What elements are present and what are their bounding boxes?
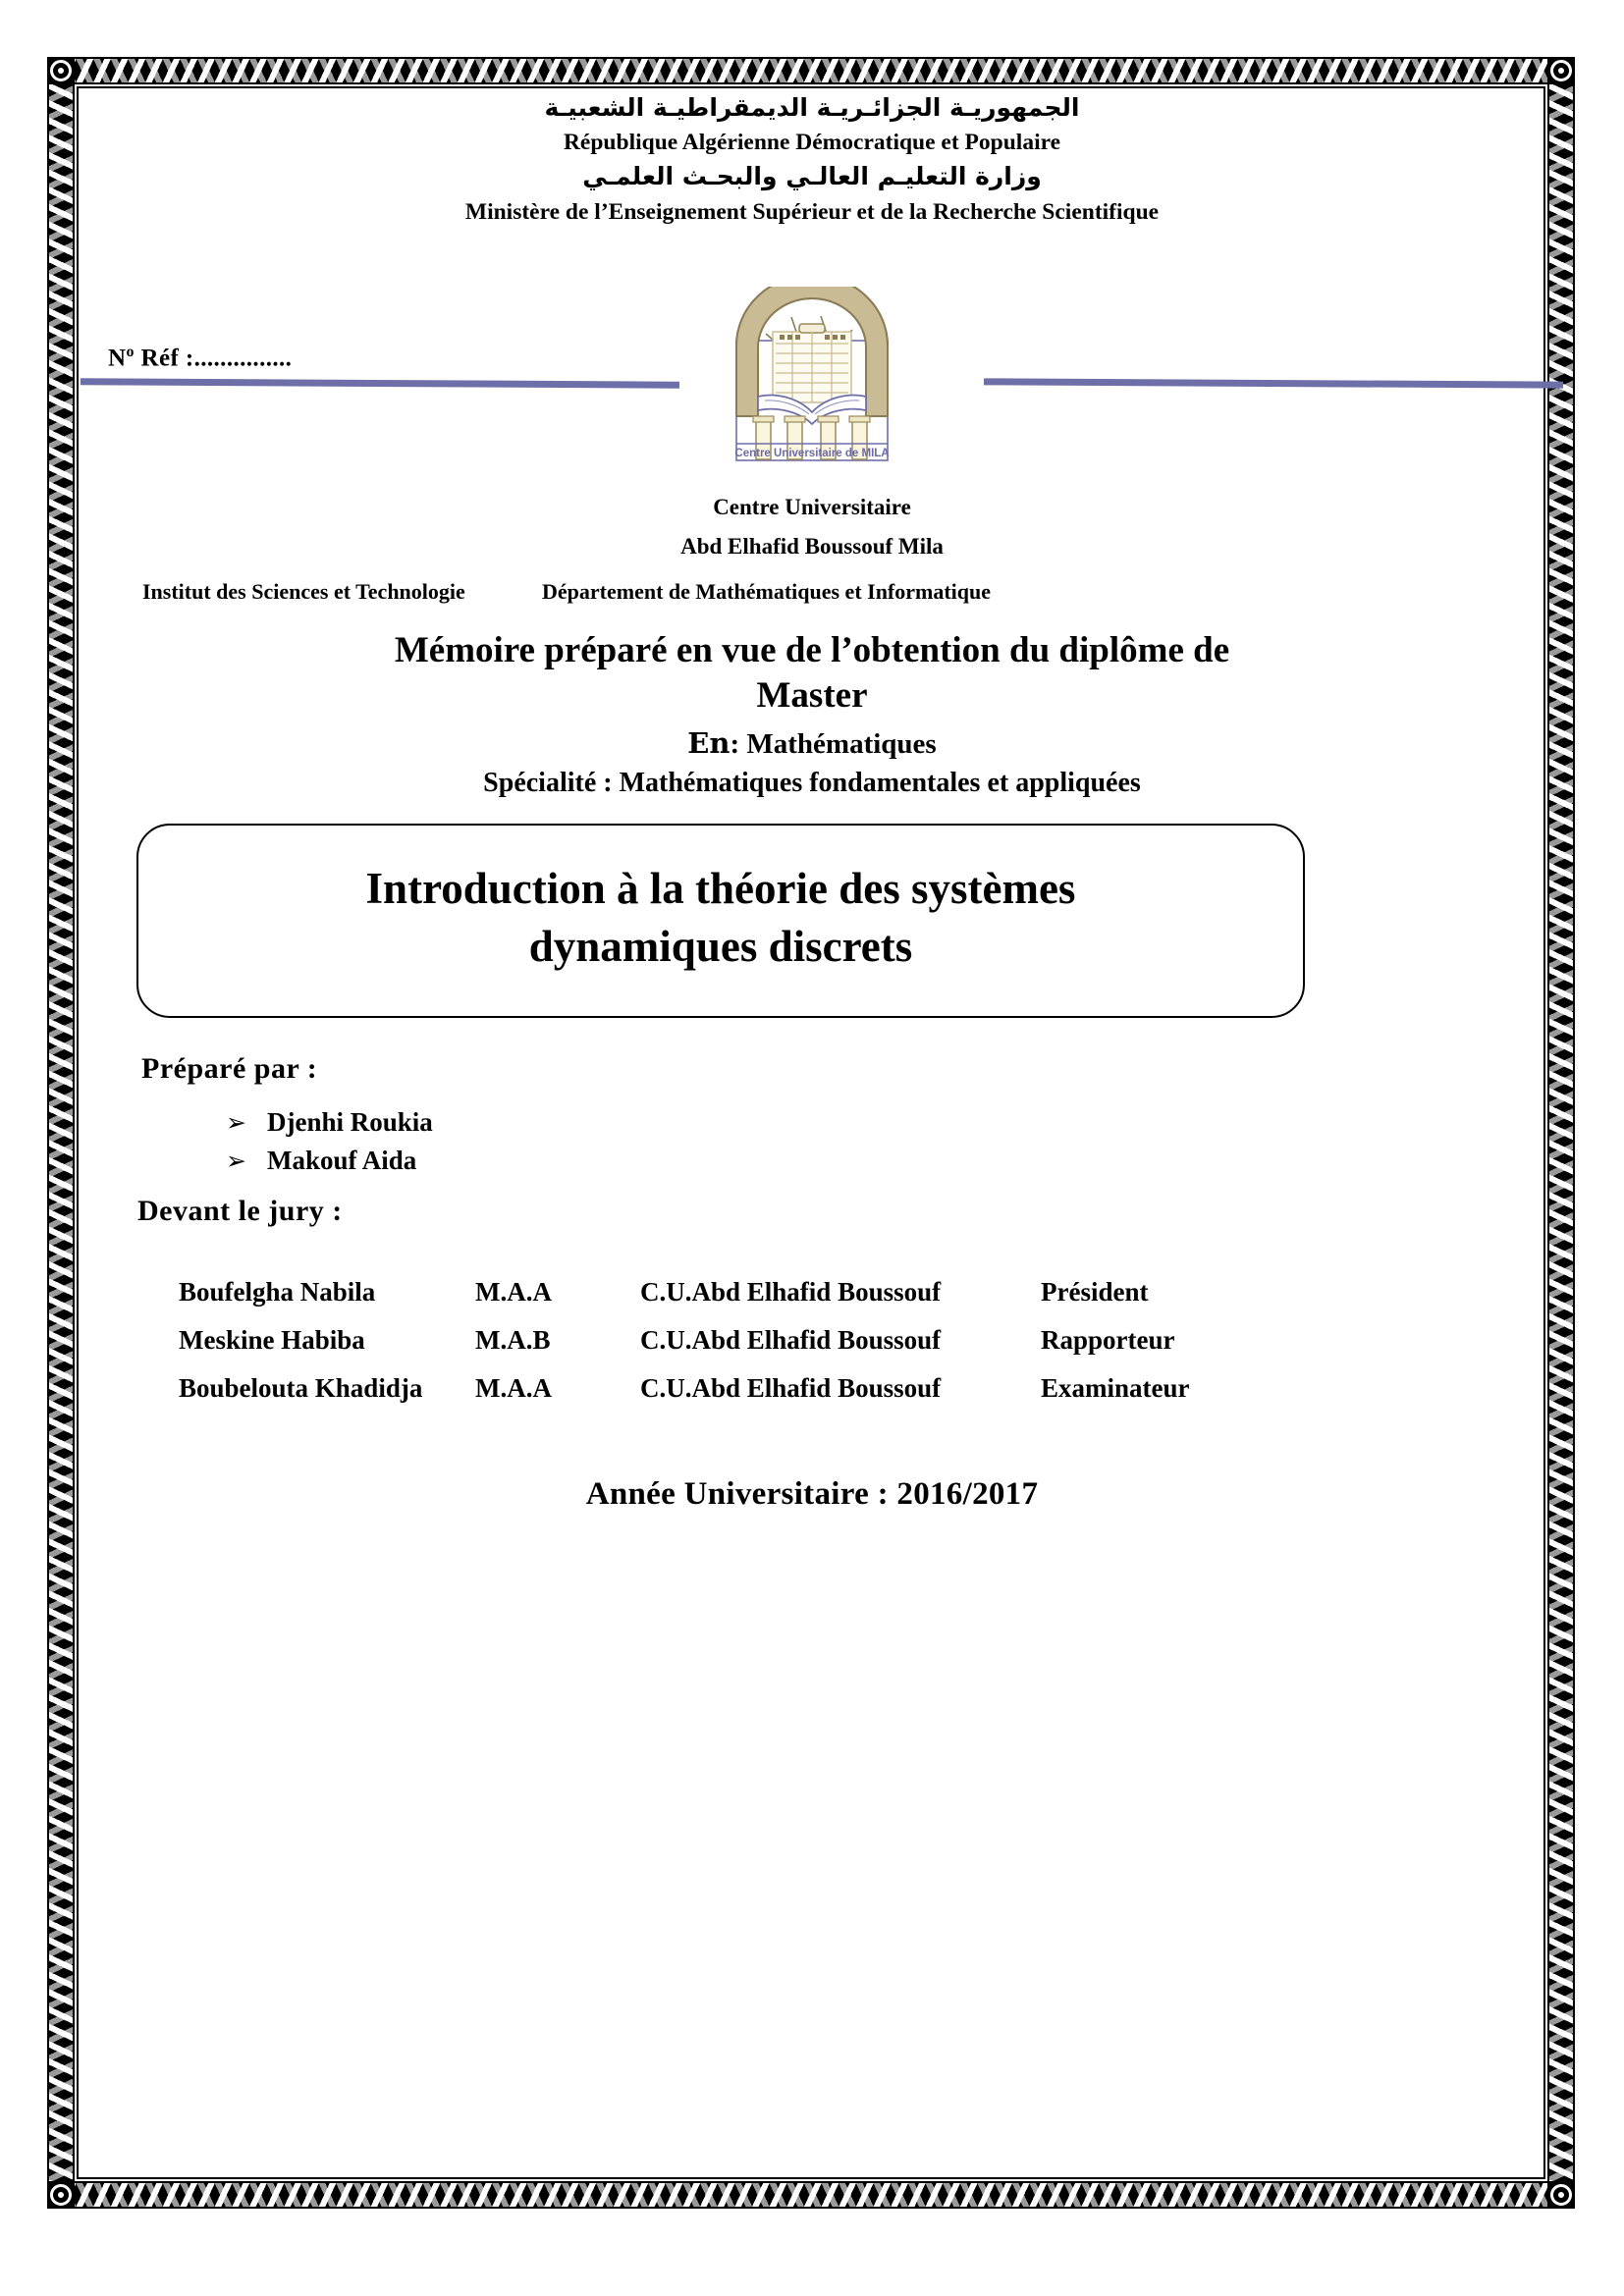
centre-name-line: Abd Elhafid Boussouf Mila bbox=[680, 534, 944, 559]
arrow-bullet-icon: ➢ bbox=[226, 1108, 246, 1137]
thesis-title-box bbox=[136, 824, 1305, 1018]
logo-caption-text: Centre Universitaire de MILA bbox=[734, 448, 890, 459]
french-ministry-line: Ministère de l’Enseignement Supérieur et de la Recherche Scientifique bbox=[464, 198, 1160, 225]
reference-number bbox=[108, 344, 292, 372]
field-line bbox=[81, 726, 1543, 761]
jury-member-name: Meskine Habiba bbox=[179, 1325, 365, 1355]
jury-member-affiliation: C.U.Abd Elhafid Boussouf bbox=[640, 1325, 942, 1355]
memoire-line-1: Mémoire préparé en vue de l’obtention du diplôme de bbox=[394, 630, 1230, 670]
table-row bbox=[179, 1268, 1494, 1316]
memoire-line-2: Master bbox=[756, 675, 868, 717]
border-strip-top bbox=[47, 57, 1575, 84]
arabic-republic-line: الجمهوريـة الجزائـريـة الديمقراطيـة الشعبيـة bbox=[544, 93, 1080, 122]
border-strip-bottom bbox=[47, 2181, 1575, 2209]
reference-value: Réf :............... bbox=[134, 345, 293, 372]
thesis-title-line-1: Introduction à la théorie des systèmes bbox=[365, 863, 1076, 913]
border-corner-circle-top-left bbox=[47, 57, 75, 84]
memoire-statement bbox=[120, 628, 1504, 720]
border-corner-circle-bottom-left bbox=[47, 2181, 75, 2209]
student-list bbox=[226, 1103, 433, 1180]
centre-universitaire-line: Centre Universitaire bbox=[713, 495, 911, 519]
table-row bbox=[179, 1364, 1494, 1413]
jury-table bbox=[179, 1268, 1494, 1413]
institute-name: Institut des Sciences et Technologie bbox=[142, 579, 465, 604]
rule-right bbox=[984, 378, 1563, 388]
border-corner-circle-top-right bbox=[1547, 57, 1575, 84]
table-row bbox=[179, 1316, 1494, 1364]
arrow-bullet-icon: ➢ bbox=[226, 1147, 246, 1176]
cover-content bbox=[81, 90, 1543, 2179]
jury-member-grade: M.A.A bbox=[475, 1277, 552, 1307]
jury-member-role: Président bbox=[1041, 1277, 1149, 1307]
border-strip-right bbox=[1547, 57, 1575, 2209]
thesis-title-line-2: dynamiques discrets bbox=[528, 922, 913, 971]
official-header bbox=[81, 90, 1543, 229]
list-item bbox=[226, 1103, 433, 1142]
jury-member-affiliation: C.U.Abd Elhafid Boussouf bbox=[640, 1277, 942, 1307]
student-name: Makouf Aida bbox=[267, 1146, 417, 1176]
university-logo bbox=[719, 287, 905, 468]
department-name: Département de Mathématiques et Informatique bbox=[542, 579, 992, 604]
arabic-ministry-line: وزارة التعليـم العالـي والبحـث العلمـي bbox=[582, 162, 1042, 191]
border-corner-circle-bottom-right bbox=[1547, 2181, 1575, 2209]
reference-label: N bbox=[108, 345, 127, 372]
prepared-by-label: Préparé par : bbox=[141, 1052, 318, 1085]
university-emblem-icon bbox=[719, 287, 905, 468]
jury-member-name: Boubelouta Khadidja bbox=[179, 1373, 423, 1403]
field-suffix: : Mathématiques bbox=[730, 728, 937, 760]
jury-member-affiliation: C.U.Abd Elhafid Boussouf bbox=[640, 1373, 942, 1403]
jury-member-grade: M.A.B bbox=[475, 1325, 551, 1355]
field-prefix: En bbox=[687, 726, 731, 760]
rule-left bbox=[81, 378, 679, 388]
reference-superscript: o bbox=[126, 344, 135, 360]
thesis-title bbox=[333, 860, 1110, 977]
speciality-line: Spécialité : Mathématiques fondamentales et appliquées bbox=[483, 768, 1141, 798]
jury-member-grade: M.A.A bbox=[475, 1373, 552, 1403]
list-item bbox=[226, 1142, 433, 1180]
academic-year: Année Universitaire : 2016/2017 bbox=[585, 1476, 1039, 1512]
border-strip-left bbox=[47, 57, 75, 2209]
student-name: Djenhi Roukia bbox=[267, 1107, 433, 1137]
french-republic-line: République Algérienne Démocratique et Populaire bbox=[563, 130, 1061, 156]
jury-label: Devant le jury : bbox=[137, 1195, 343, 1227]
jury-member-role: Rapporteur bbox=[1041, 1325, 1175, 1355]
jury-member-role: Examinateur bbox=[1041, 1373, 1190, 1403]
jury-member-name: Boufelgha Nabila bbox=[179, 1277, 376, 1307]
